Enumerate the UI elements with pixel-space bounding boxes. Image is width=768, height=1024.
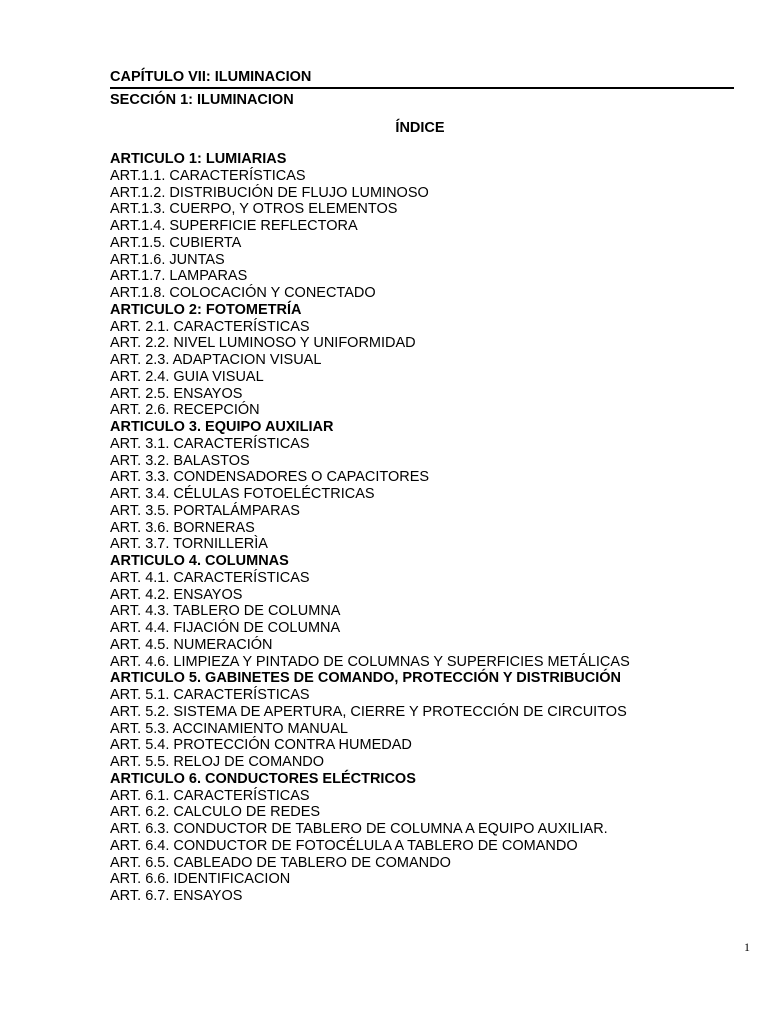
table-of-contents [110,151,630,905]
toc-entry: ART. 4.6. LIMPIEZA Y PINTADO DE COLUMNAS Y SUPERFICIES METÁLICAS [110,653,630,670]
toc-entry: ART. 6.2. CALCULO DE REDES [110,804,321,821]
toc-article-heading: ARTICULO 4. COLUMNAS [110,553,289,569]
toc-entry: ART. 5.3. ACCINAMIENTO MANUAL [110,720,348,737]
page-number: 1 [744,940,750,954]
index-title: ÍNDICE [395,120,445,136]
toc-entry: ART. 4.1. CARACTERÍSTICAS [110,569,310,586]
toc-entry: ART. 2.3. ADAPTACION VISUAL [110,352,322,368]
toc-entry: ART. 5.1. CARACTERÍSTICAS [110,687,310,703]
toc-entry: ART. 5.2. SISTEMA DE APERTURA, CIERRE Y PROTECCIÓN DE CIRCUITOS [110,703,627,720]
toc-article-heading: ARTICULO 6. CONDUCTORES ELÉCTRICOS [110,770,416,787]
toc-entry: ART. 3.6. BORNERAS [110,519,255,536]
toc-entry: ART.1.2. DISTRIBUCIÓN DE FLUJO LUMINOSO [110,184,429,201]
toc-entry: ART. 4.4. FIJACIÓN DE COLUMNA [110,620,341,636]
toc-entry: ART. 3.7. TORNILLERÌA [110,536,268,553]
section-title: SECCIÓN 1: ILUMINACION [110,92,294,108]
toc-entry: ART. 2.1. CARACTERÍSTICAS [110,318,310,335]
toc-article-heading: ARTICULO 2: FOTOMETRÍA [110,301,302,318]
toc-entry: ART.1.4. SUPERFICIE REFLECTORA [110,218,358,234]
toc-entry: ART. 6.3. CONDUCTOR DE TABLERO DE COLUMNA A EQUIPO AUXILIAR. [110,821,608,837]
header-rule [110,87,734,89]
toc-entry: ART. 3.4. CÉLULAS FOTOELÉCTRICAS [110,486,375,502]
toc-entry: ART. 2.5. ENSAYOS [110,385,243,402]
toc-entry: ART. 6.4. CONDUCTOR DE FOTOCÉLULA A TABLERO DE COMANDO [110,837,578,854]
toc-entry: ART. 2.4. GUIA VISUAL [110,368,264,385]
toc-entry: ART.1.6. JUNTAS [110,251,225,268]
toc-article-heading: ARTICULO 3. EQUIPO AUXILIAR [110,419,334,435]
toc-article-heading: ARTICULO 1: LUMIARIAS [110,151,287,167]
toc-entry: ART. 6.1. CARACTERÍSTICAS [110,787,310,804]
toc-entry: ART. 2.2. NIVEL LUMINOSO Y UNIFORMIDAD [110,335,416,352]
chapter-title: CAPÍTULO VII: ILUMINACION [110,69,312,85]
toc-entry: ART.1.5. CUBIERTA [110,234,242,251]
toc-entry: ART. 3.1. CARACTERÍSTICAS [110,435,310,452]
toc-article-heading: ARTICULO 5. GABINETES DE COMANDO, PROTECCIÓN Y DISTRIBUCIÓN [110,670,622,687]
toc-entry: ART.1.8. COLOCACIÓN Y CONECTADO [110,285,376,301]
toc-entry: ART. 2.6. RECEPCIÓN [110,402,260,419]
toc-entry: ART. 6.6. IDENTIFICACION [110,871,291,888]
toc-entry: ART. 4.5. NUMERACIÓN [110,636,273,653]
toc-entry: ART. 5.5. RELOJ DE COMANDO [110,754,325,770]
toc-entry: ART. 6.5. CABLEADO DE TABLERO DE COMANDO [110,854,451,871]
toc-entry: ART. 5.4. PROTECCIÓN CONTRA HUMEDAD [110,737,412,754]
toc-entry: ART. 3.2. BALASTOS [110,452,250,469]
toc-entry: ART. 6.7. ENSAYOS [110,888,243,904]
toc-entry: ART. 4.2. ENSAYOS [110,586,243,603]
toc-entry: ART.1.7. LAMPARAS [110,268,248,285]
toc-entry: ART. 4.3. TABLERO DE COLUMNA [110,603,341,620]
toc-entry: ART.1.3. CUERPO, Y OTROS ELEMENTOS [110,201,398,218]
toc-entry: ART. 3.5. PORTALÁMPARAS [110,502,300,519]
toc-entry: ART.1.1. CARACTERÍSTICAS [110,167,306,184]
toc-entry: ART. 3.3. CONDENSADORES O CAPACITORES [110,469,430,486]
